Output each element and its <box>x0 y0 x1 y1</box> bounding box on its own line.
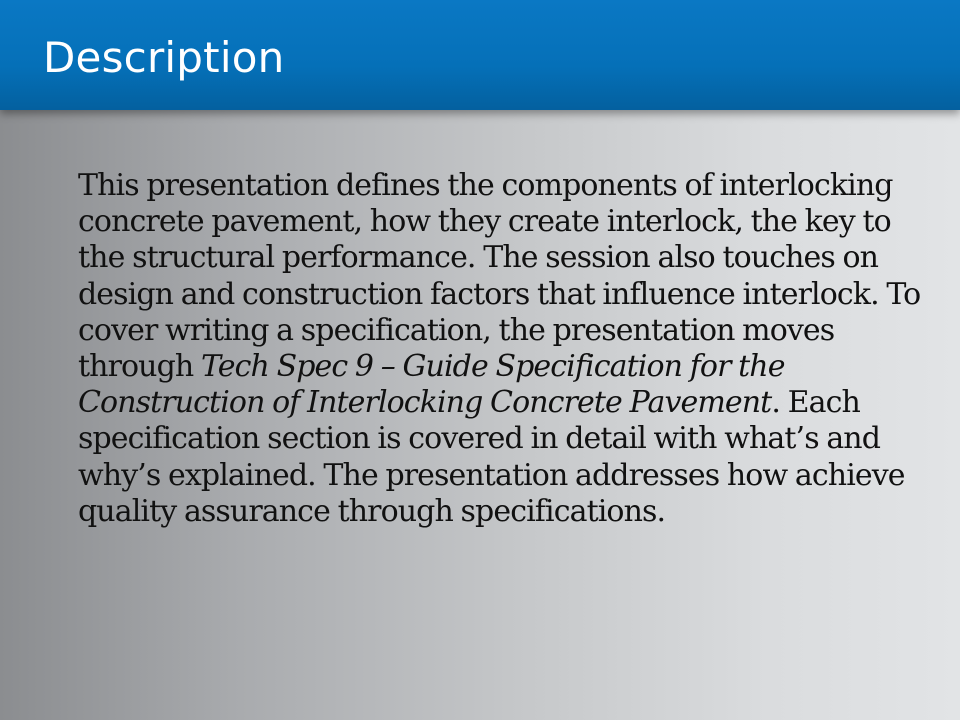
body-text-outro: . Each specification section is covered in detail with what’s and why’s explained. The presentation addresses how achieve quality assurance through specifications. <box>78 385 905 529</box>
slide-body-text <box>78 168 928 530</box>
title-bar <box>0 0 960 110</box>
body-text-intro: This presentation defines the components of interlocking concrete pavement, how they create interlock, the key to the structural performance. The session also touches on design and construction factors that influence interlock. To cover writing a specification, the presentation moves through <box>78 168 921 385</box>
slide-title: Description <box>43 33 285 82</box>
body-text-tech-spec-title: Tech Spec 9 – Guide Specification for the Construction of Interlocking Concrete Pavement <box>78 349 785 421</box>
